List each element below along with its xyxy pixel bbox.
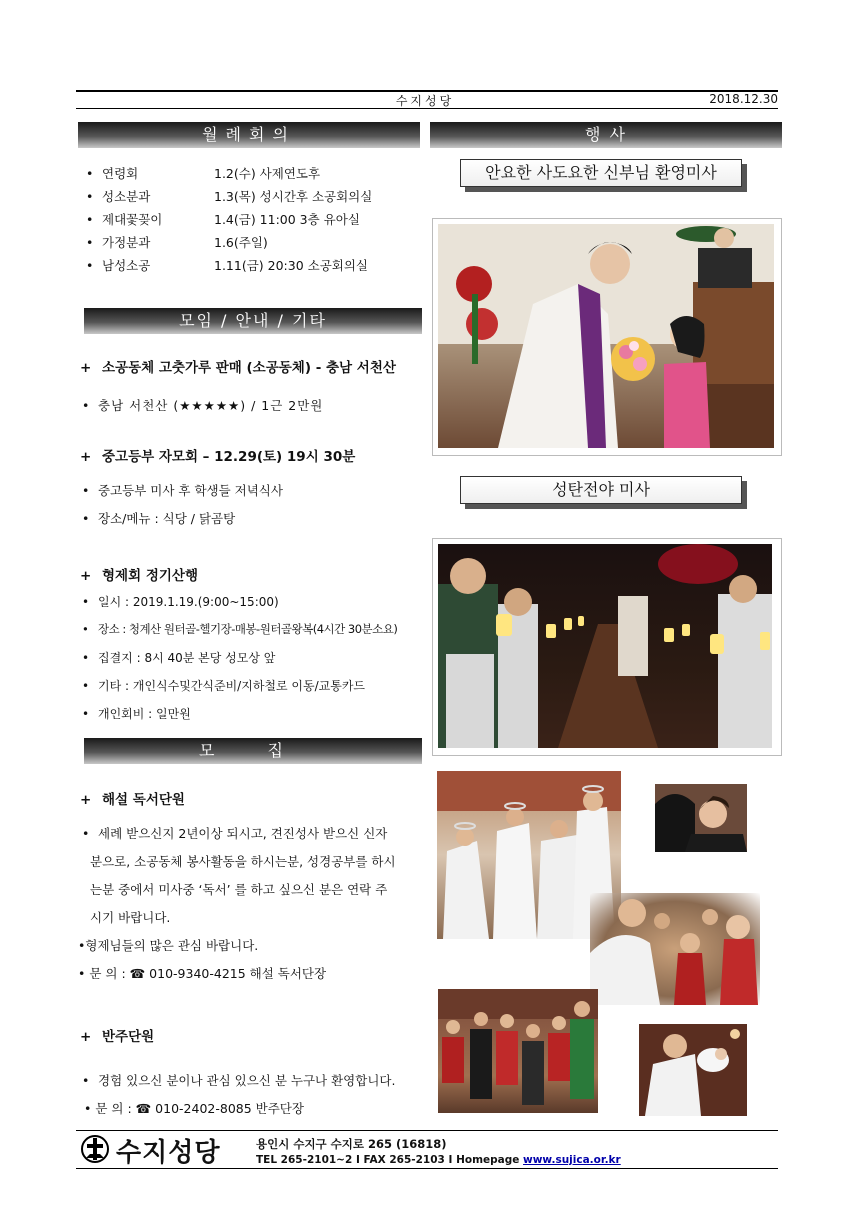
- footer-top-rule: [76, 1130, 778, 1131]
- recruit-contact: • 문 의 : ☎ 010-2402-8085 반주단장: [84, 1101, 304, 1116]
- recruit-extra: •형제님들의 많은 관심 바랍니다.: [78, 938, 259, 953]
- baby-jesus-photo: [639, 1024, 747, 1116]
- section-recruit-title: 모 집: [84, 738, 422, 764]
- recruit-para-line: 시기 바랍니다.: [90, 910, 171, 925]
- meeting-row: • 남성소공: [86, 258, 151, 273]
- notice-item-line: • 중고등부 미사 후 학생들 저녁식사: [82, 483, 283, 498]
- notice-item-line: • 장소 : 청계산 원터골-헬기장-매봉-원터골왕복(4시간 30분소요): [82, 622, 398, 636]
- recruit-item-title: + 해설 독서단원: [80, 792, 185, 808]
- section-events-title: 행 사: [430, 122, 782, 148]
- christmas-eve-illustration: [438, 544, 772, 748]
- homepage-link[interactable]: www.sujica.or.kr: [523, 1154, 621, 1166]
- footer-bottom-rule: [76, 1168, 778, 1169]
- hug-photo: [655, 784, 747, 852]
- section-notice-title: 모임 / 안내 / 기타: [84, 308, 422, 334]
- baby-jesus-illustration: [639, 1024, 747, 1116]
- recruit-item-title: + 반주단원: [80, 1029, 155, 1045]
- recruit-para-line: 분으로, 소공동체 봉사활동을 하시는분, 성경공부를 하시: [90, 854, 396, 869]
- welcome-mass-illustration: [438, 224, 774, 448]
- notice-item-line: • 집결지 : 8시 40분 본당 성모상 앞: [82, 651, 276, 665]
- recruit-para-line: 는분 중에서 미사중 ‘독서’ 를 하고 싶으신 분은 연락 주: [90, 882, 388, 897]
- notice-item-line: • 기타 : 개인식수및간식준비/지하철로 이동/교통카드: [82, 679, 366, 693]
- notice-item-title: + 형제회 정기산행: [80, 568, 198, 584]
- children-greeting-illustration: [590, 893, 760, 1005]
- meeting-when: 1.6(주일): [214, 235, 268, 250]
- section-meeting-title: 월례회의: [78, 122, 420, 148]
- children-greeting-photo: [590, 893, 760, 1005]
- notice-item-line: • 개인회비 : 일만원: [82, 707, 191, 721]
- recruit-para-line: • 세례 받으신지 2년이상 되시고, 견진성사 받으신 신자: [82, 826, 388, 841]
- bulletin-title: 수지성당: [395, 94, 455, 108]
- notice-item-line: • 충남 서천산 (★★★★★) / 1근 2만원: [82, 398, 324, 413]
- cross-icon: [80, 1134, 110, 1164]
- meeting-when: 1.4(금) 11:00 3층 유아실: [214, 212, 360, 227]
- recruit-line: • 경험 있으신 분이나 관심 있으신 분 누구나 환영합니다.: [82, 1073, 396, 1088]
- bulletin-date: 2018.12.30: [709, 92, 778, 106]
- notice-item-line: • 장소/메뉴 : 식당 / 닭곰탕: [82, 511, 236, 526]
- welcome-mass-photo: [438, 224, 774, 448]
- hug-illustration: [655, 784, 747, 852]
- event-title-welcome-mass: 안요한 사도요한 신부님 환영미사: [460, 159, 742, 187]
- notice-item-title: + 중고등부 자모회 – 12.29(토) 19시 30분: [80, 449, 356, 465]
- meeting-when: 1.11(금) 20:30 소공회의실: [214, 258, 369, 273]
- meeting-row: • 연령회: [86, 166, 139, 181]
- santa-hats-illustration: [438, 989, 598, 1113]
- meeting-row: • 가정분과: [86, 235, 151, 250]
- event-title-christmas-eve-mass: 성탄전야 미사: [460, 476, 742, 504]
- recruit-contact: • 문 의 : ☎ 010-9340-4215 해설 독서단장: [78, 966, 327, 981]
- footer-contact: TEL 265-2101~2 I FAX 265-2103 I Homepage www.sujica.or.kr: [256, 1154, 621, 1166]
- header-bottom-rule: [76, 108, 778, 109]
- notice-item-line: • 일시 : 2019.1.19.(9:00~15:00): [82, 595, 279, 609]
- christmas-eve-photo: [438, 544, 772, 748]
- church-logo-text: 수지성당: [116, 1138, 221, 1168]
- meeting-when: 1.2(수) 사제연도후: [214, 166, 321, 181]
- notice-item-title: + 소공동체 고춧가루 판매 (소공동체) - 충남 서천산: [80, 360, 396, 376]
- meeting-row: • 성소분과: [86, 189, 151, 204]
- meeting-when: 1.3(목) 성시간후 소공회의실: [214, 189, 373, 204]
- meeting-row: • 제대꽃꽂이: [86, 212, 163, 227]
- footer-address: 용인시 수지구 수지로 265 (16818): [256, 1137, 447, 1151]
- santa-hats-photo: [438, 989, 598, 1113]
